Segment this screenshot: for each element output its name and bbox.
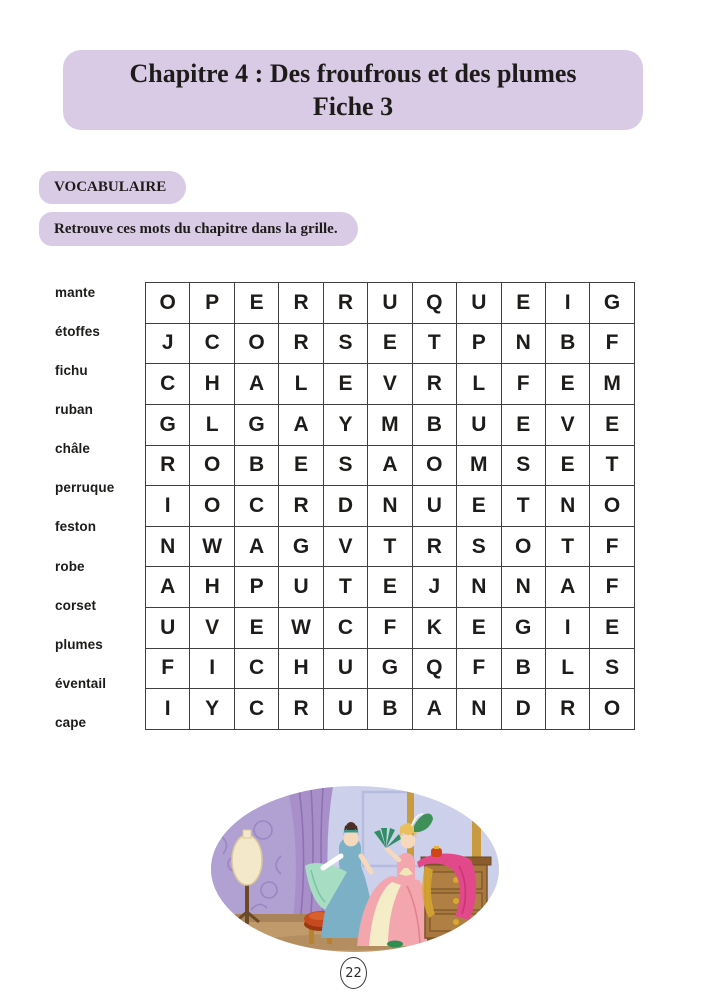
grid-cell: R [546,689,590,730]
grid-cell: T [502,486,546,527]
grid-cell: I [546,608,590,649]
grid-cell: E [590,608,634,649]
grid-cell: C [146,364,190,405]
grid-cell: L [546,649,590,690]
grid-cell: U [324,689,368,730]
grid-cell: L [279,364,323,405]
instruction-text: Retrouve ces mots du chapitre dans la grille. [39,212,358,246]
grid-cell: Q [413,649,457,690]
grid-cell: T [590,446,634,487]
grid-cell: B [368,689,412,730]
grid-cell: I [546,283,590,324]
grid-cell: G [235,405,279,446]
grid-cell: U [413,486,457,527]
grid-cell: R [324,283,368,324]
grid-cell: J [413,567,457,608]
grid-cell: F [457,649,501,690]
grid-cell: S [324,446,368,487]
word-list-item: fichu [55,363,88,379]
grid-cell: F [590,527,634,568]
grid-cell: O [502,527,546,568]
grid-cell: R [413,527,457,568]
page-number-badge [340,957,367,989]
word-list-item: perruque [55,480,115,496]
word-list-item: feston [55,519,97,535]
grid-cell: R [279,689,323,730]
word-list-item: châle [55,441,91,457]
grid-cell: U [368,283,412,324]
grid-cell: U [324,649,368,690]
grid-cell: R [413,364,457,405]
grid-cell: G [368,649,412,690]
grid-cell: E [546,446,590,487]
grid-cell: R [279,283,323,324]
grid-cell: B [546,324,590,365]
grid-cell: A [546,567,590,608]
grid-cell: O [590,689,634,730]
grid-cell: O [235,324,279,365]
grid-cell: E [324,364,368,405]
grid-cell: H [190,364,234,405]
grid-cell: I [190,649,234,690]
grid-cell: C [235,649,279,690]
grid-cell: E [368,567,412,608]
grid-cell: A [235,527,279,568]
grid-cell: E [590,405,634,446]
grid-cell: P [190,283,234,324]
grid-cell: G [279,527,323,568]
word-list [55,286,145,730]
grid-cell: E [502,405,546,446]
grid-cell: E [457,486,501,527]
grid-cell: T [324,567,368,608]
grid-cell: A [279,405,323,446]
grid-cell: E [368,324,412,365]
word-list-item: ruban [55,402,94,418]
grid-cell: A [146,567,190,608]
word-list-item: cape [55,714,87,730]
grid-cell: O [413,446,457,487]
grid-cell: W [190,527,234,568]
grid-cell: C [324,608,368,649]
grid-cell: W [279,608,323,649]
grid-cell: E [235,608,279,649]
grid-cell: N [457,689,501,730]
grid-cell: Y [324,405,368,446]
grid-cell: Q [413,283,457,324]
word-list-item: étoffes [55,324,100,340]
grid-cell: O [146,283,190,324]
grid-cell: N [502,324,546,365]
grid-cell: O [590,486,634,527]
grid-cell: N [457,567,501,608]
grid-cell: E [546,364,590,405]
grid-cell: A [235,364,279,405]
grid-cell: V [190,608,234,649]
grid-cell: L [190,405,234,446]
grid-cell: B [235,446,279,487]
grid-cell: Y [190,689,234,730]
grid-cell: C [235,689,279,730]
grid-cell: B [413,405,457,446]
grid-cell: E [502,283,546,324]
grid-cell: D [502,689,546,730]
grid-cell: U [146,608,190,649]
word-list-item: mante [55,285,96,300]
grid-cell: N [368,486,412,527]
grid-cell: E [279,446,323,487]
grid-cell: F [368,608,412,649]
grid-cell: T [368,527,412,568]
grid-cell: H [190,567,234,608]
grid-cell: A [413,689,457,730]
grid-cell: R [279,486,323,527]
word-list-item: corset [55,597,97,613]
grid-cell: U [457,283,501,324]
grid-cell: V [368,364,412,405]
chapter-title-banner [63,50,643,130]
grid-cell: M [590,364,634,405]
grid-cell: P [235,567,279,608]
grid-cell: C [190,324,234,365]
grid-cell: V [546,405,590,446]
grid-cell: S [457,527,501,568]
grid-cell: C [235,486,279,527]
grid-cell: F [590,567,634,608]
grid-cell: S [502,446,546,487]
word-search-grid [145,282,635,730]
illustration [211,786,499,952]
fiche-label: Fiche 3 [312,92,394,121]
grid-cell: K [413,608,457,649]
grid-cell: M [457,446,501,487]
grid-cell: T [546,527,590,568]
grid-cell: U [457,405,501,446]
grid-cell: G [590,283,634,324]
word-list-item: plumes [55,636,103,652]
grid-cell: M [368,405,412,446]
grid-cell: T [413,324,457,365]
grid-cell: F [590,324,634,365]
grid-cell: U [279,567,323,608]
grid-cell: G [502,608,546,649]
grid-cell: I [146,486,190,527]
grid-cell: P [457,324,501,365]
page-number: 22 [345,965,362,981]
word-list-item: robe [55,558,85,574]
grid-cell: S [590,649,634,690]
grid-cell: A [368,446,412,487]
grid-cell: N [502,567,546,608]
grid-cell: V [324,527,368,568]
grid-cell: O [190,446,234,487]
grid-cell: F [146,649,190,690]
grid-cell: B [502,649,546,690]
vocabulary-section-label: VOCABULAIRE [39,171,186,204]
period-dress-scene-image [211,786,499,952]
grid-cell: D [324,486,368,527]
word-list-item: éventail [55,675,107,691]
grid-cell: R [279,324,323,365]
grid-cell: S [324,324,368,365]
grid-cell: N [146,527,190,568]
grid-cell: L [457,364,501,405]
grid-cell: I [146,689,190,730]
grid-cell: N [546,486,590,527]
grid-cell: E [457,608,501,649]
grid-cell: O [190,486,234,527]
grid-cell: H [279,649,323,690]
grid-cell: E [235,283,279,324]
grid-cell: J [146,324,190,365]
grid-cell: R [146,446,190,487]
grid-cell: F [502,364,546,405]
chapter-title-line: Chapitre 4 : Des froufrous et des plumes [129,59,577,88]
grid-cell: G [146,405,190,446]
